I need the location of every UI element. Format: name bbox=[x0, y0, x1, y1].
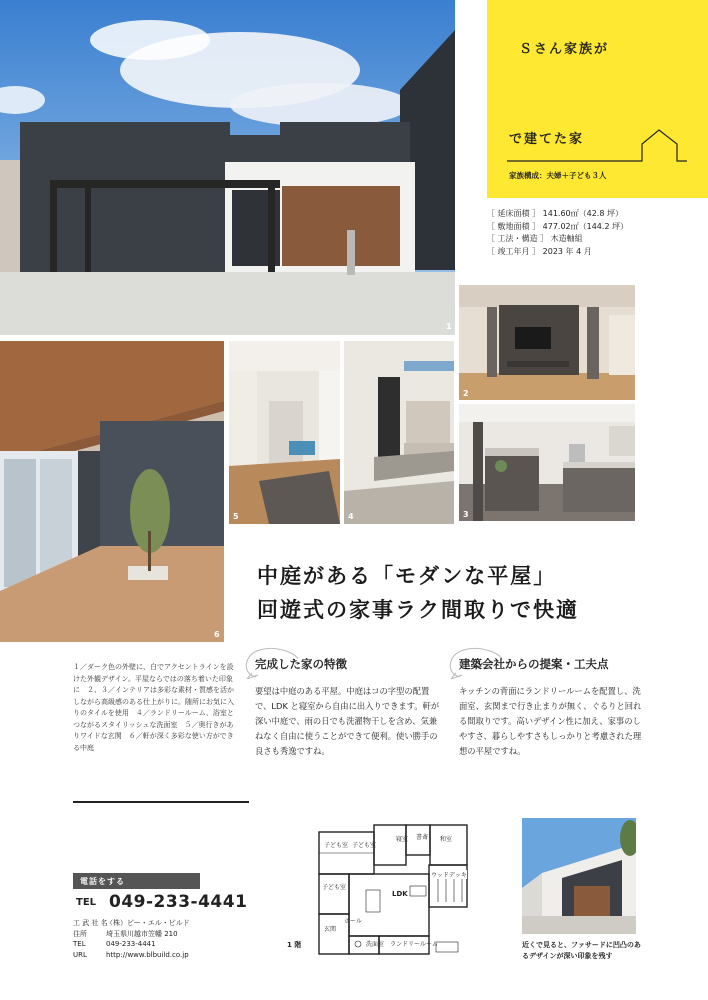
photo-number: 1 bbox=[446, 322, 452, 331]
spec-row: ［ 延床面積 ］ 141.60㎡（42.8 坪） bbox=[487, 209, 623, 218]
spec-row: ［ 工法・構造 ］ 木造軸組 bbox=[487, 234, 583, 243]
tel-prefix: TEL bbox=[76, 897, 97, 908]
title-panel bbox=[487, 0, 708, 198]
company-row: 住所 埼玉県川越市笠幡 210 bbox=[73, 929, 178, 938]
room-kids2: 子ども室 bbox=[352, 842, 377, 849]
courtyard-photo bbox=[0, 341, 224, 642]
spec-row: ［ 竣工年月 ］ 2023 年 4 月 bbox=[487, 246, 592, 256]
photo-number: 3 bbox=[463, 510, 469, 519]
proposal-title: 建築会社からの提案・工夫点 bbox=[459, 657, 609, 671]
headline-line2: 回遊式の家事ラク間取りで快適 bbox=[257, 597, 579, 622]
room-bedroom: 寝室 bbox=[396, 836, 409, 843]
room-senmen: 洗面室 bbox=[366, 941, 385, 948]
company-info bbox=[73, 918, 190, 960]
washroom-photo bbox=[344, 341, 454, 524]
entrance-photo bbox=[229, 341, 340, 524]
house-specs bbox=[487, 208, 697, 258]
section-divider bbox=[73, 801, 249, 803]
exterior-photo bbox=[0, 0, 455, 335]
company-row[interactable]: URL http://www.blbuild.co.jp bbox=[73, 950, 189, 959]
photo-captions: １／ダーク色の外壁に、白でアクセントラインを設けた外観デザイン。平屋ならではの落ち着いた印象に ２、３／インテリアは多彩な素材・質感を活かしながら高級感のある仕上がりに。随所にお気に入りのタイルを使用 ４／ランドリールーム、浴室とつながるスタイリッシュな洗面室 ５／奥行きがありワイドな玄関 ６／軒が深く多彩な使い方ができる中庭 bbox=[73, 663, 234, 752]
company-row: 工 武 社 名（株）ビー・エル・ビルド bbox=[73, 919, 190, 927]
room-closet: 書斎 bbox=[416, 834, 429, 841]
exterior-caption: 近くで見ると、ファサードに凹凸のあるデザインが深い印象を残す bbox=[522, 941, 641, 960]
title-line2: で建てた家 bbox=[509, 132, 585, 147]
photo-number: 5 bbox=[233, 512, 239, 521]
features-title: 完成した家の特徴 bbox=[255, 657, 347, 671]
photo-number: 4 bbox=[348, 512, 354, 521]
room-wooddeck: ウッドデッキ bbox=[431, 872, 467, 879]
photo-number: 6 bbox=[214, 630, 220, 639]
room-genkan: 玄関 bbox=[324, 926, 337, 933]
room-kids3: 子ども室 bbox=[322, 884, 347, 891]
room-laundry: ランドリールーム bbox=[390, 941, 438, 948]
room-ldk: LDK bbox=[392, 890, 408, 898]
floor-plan bbox=[318, 824, 468, 956]
kitchen-photo bbox=[459, 404, 635, 521]
tel-number[interactable]: 049-233-4441 bbox=[109, 892, 248, 912]
exterior-detail-photo bbox=[522, 818, 636, 934]
spec-row: ［ 敷地面積 ］ 477.02㎡（144.2 坪） bbox=[487, 221, 629, 231]
title-line1: Ｓさん家族が bbox=[519, 42, 610, 57]
floor-label: 1 階 bbox=[287, 941, 302, 949]
room-hall: ホール bbox=[344, 918, 362, 925]
room-washitsu: 和室 bbox=[440, 836, 453, 843]
company-row: TEL 049-233-4441 bbox=[73, 940, 156, 948]
call-label[interactable]: 電話をする bbox=[73, 873, 200, 889]
features-body: 要望は中庭のある平屋。中庭はコの字型の配置で、LDK と寝室から自由に出入りできます。軒が深い中庭で、雨の日でも洗濯物干しを含め、気兼ねなく自由に使うことができて便利。使い勝手の良さも秀逸ですね。 bbox=[255, 686, 440, 756]
proposal-body: キッチンの背面にランドリールームを配置し、洗面室、玄関まで行き止まりが無く、ぐるりと回れる間取りです。高いデザイン性に加え、家事のしやすさ、暮らしやすさもしっかりと考慮された理想の平屋ですね。 bbox=[459, 686, 642, 756]
living-photo bbox=[459, 285, 635, 400]
room-kids1: 子ども室 bbox=[324, 842, 349, 849]
family-composition: 家族構成：夫婦＋子ども３人 bbox=[509, 171, 607, 180]
headline-line1: 中庭がある「モダンな平屋」 bbox=[257, 563, 557, 588]
photo-number: 2 bbox=[463, 389, 469, 398]
